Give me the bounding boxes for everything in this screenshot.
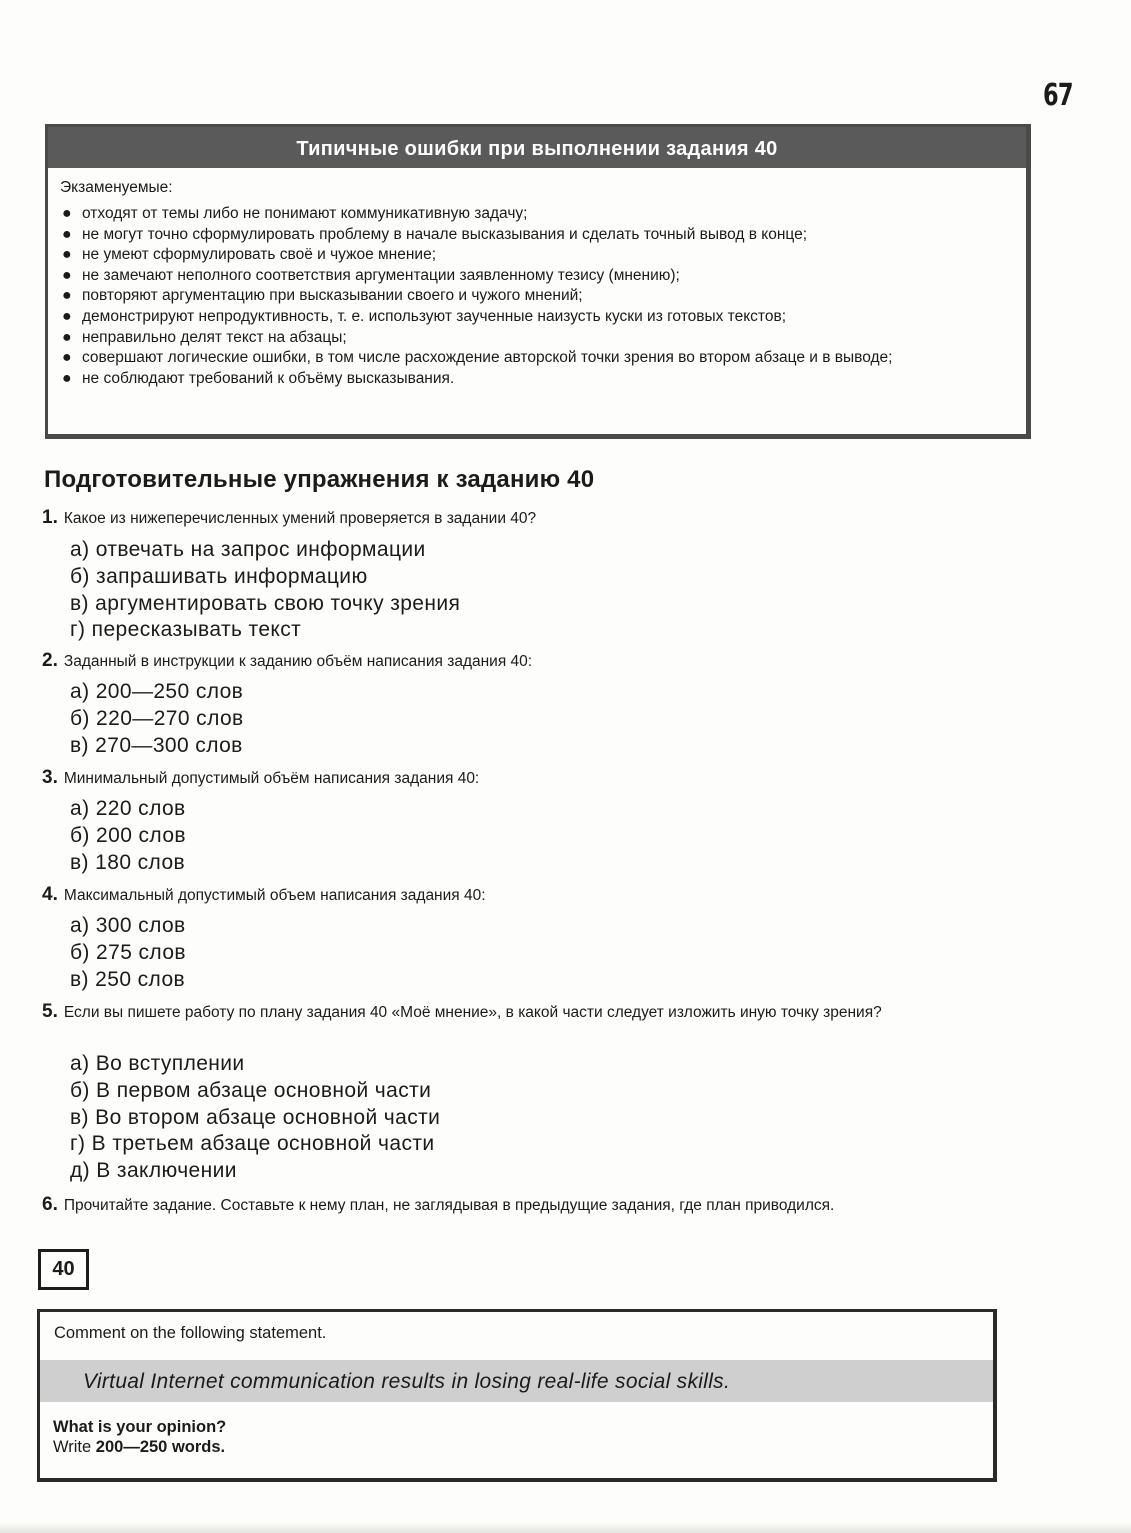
option: в) Во втором абзаце основной части (70, 1105, 441, 1129)
bullet-icon: ● (62, 349, 72, 367)
exercises-heading: Подготовительные упражнения к заданию 40 (44, 466, 595, 493)
typical-errors-box (45, 124, 1031, 439)
question-3-options (70, 796, 186, 876)
option: в) 270—300 слов (70, 733, 243, 757)
question-text: Заданный в инструкции к заданию объём написания задания 40: (63, 653, 533, 670)
question-2-options (70, 679, 244, 759)
bullet-icon: ● (62, 369, 72, 387)
option: а) 220 слов (70, 797, 186, 820)
task-statement: Virtual Internet communication results in losing real-life social skills. (40, 1360, 993, 1402)
question-number: 5. (42, 1001, 58, 1022)
question-5 (42, 1002, 1027, 1022)
page-number: 67 (1043, 78, 1073, 113)
question-text: Прочитайте задание. Составьте к нему план, не заглядывая в предыдущие задания, где план приводился. (63, 1197, 835, 1214)
typical-errors-title: Типичные ошибки при выполнении задания 40 (48, 127, 1026, 168)
error-item: ● повторяют аргументацию при высказывании своего и чужого мнений; (56, 286, 1026, 307)
question-number: 2. (42, 650, 58, 671)
option: б) 200 слов (70, 823, 186, 847)
option: г) В третьем абзаце основной части (70, 1132, 435, 1156)
question-text: Какое из нижеперечисленных умений проверяется в задании 40? (63, 510, 537, 527)
option: д) В заключении (70, 1159, 237, 1183)
scan-edge (0, 1522, 1131, 1533)
bullet-icon: ● (62, 328, 72, 346)
question-4 (42, 885, 1027, 905)
question-number: 4. (42, 884, 58, 905)
error-item: ● совершают логические ошибки, в том числе расхождение авторской точки зрения во втором абзаце и в выводе; (56, 348, 1026, 369)
option: а) Во вступлении (70, 1052, 245, 1075)
question-1-options (70, 537, 460, 644)
bullet-icon: ● (62, 287, 72, 305)
question-text: Если вы пишете работу по плану задания 40 «Моё мнение», в какой части следует изложить иную точку зрения? (63, 1004, 882, 1021)
option: в) 250 слов (70, 967, 186, 991)
error-item: ● не могут точно сформулировать проблему в начале высказывания и сделать точный вывод в конце; (56, 225, 1026, 246)
error-item: ● отходят от темы либо не понимают коммуникативную задачу; (56, 204, 1026, 225)
option: в) 180 слов (70, 850, 186, 874)
option: г) пересказывать текст (70, 618, 302, 642)
task-word-count: Write 200—250 words. (53, 1438, 226, 1456)
bullet-icon: ● (62, 225, 72, 243)
question-text: Максимальный допустимый объем написания задания 40: (63, 887, 486, 904)
task-box (37, 1309, 997, 1482)
question-2 (42, 651, 1027, 671)
error-item: ● не замечают неполного соответствия аргументации заявленному тезису (мнению); (56, 266, 1026, 287)
error-item: ● неправильно делят текст на абзацы; (56, 328, 1026, 349)
bullet-icon: ● (62, 246, 72, 264)
error-item: ● демонстрируют непродуктивность, т. е. используют заученные наизусть куски из готовых текстов; (56, 307, 1026, 328)
task-number-badge: 40 (38, 1249, 89, 1290)
question-number: 6. (42, 1194, 58, 1215)
error-item: ● не соблюдают требований к объёму высказывания. (56, 369, 1026, 390)
question-5-options (70, 1051, 440, 1185)
question-1 (42, 508, 1027, 528)
option: в) аргументировать свою точку зрения (70, 591, 461, 615)
question-text: Минимальный допустимый объём написания задания 40: (63, 770, 480, 787)
bullet-icon: ● (62, 266, 72, 284)
question-number: 1. (42, 507, 58, 528)
task-question: What is your opinion? (53, 1418, 227, 1436)
option: б) 220—270 слов (70, 706, 244, 730)
error-item: ● не умеют сформулировать своё и чужое мнение; (56, 245, 1026, 266)
question-6 (42, 1195, 1027, 1215)
question-3 (42, 768, 1027, 788)
question-number: 3. (42, 767, 58, 788)
typical-errors-list (56, 204, 1026, 389)
option: а) 200—250 слов (70, 680, 244, 703)
question-4-options (70, 913, 186, 993)
option: б) 275 слов (70, 940, 186, 964)
task-instruction: Comment on the following statement. (54, 1324, 327, 1342)
typical-errors-intro: Экзаменуемые: (60, 179, 173, 196)
option: б) запрашивать информацию (70, 564, 368, 588)
option: а) 300 слов (70, 914, 186, 937)
option: а) отвечать на запрос информации (70, 538, 426, 561)
bullet-icon: ● (62, 307, 72, 325)
option: б) В первом абзаце основной части (70, 1078, 432, 1102)
bullet-icon: ● (62, 205, 72, 222)
